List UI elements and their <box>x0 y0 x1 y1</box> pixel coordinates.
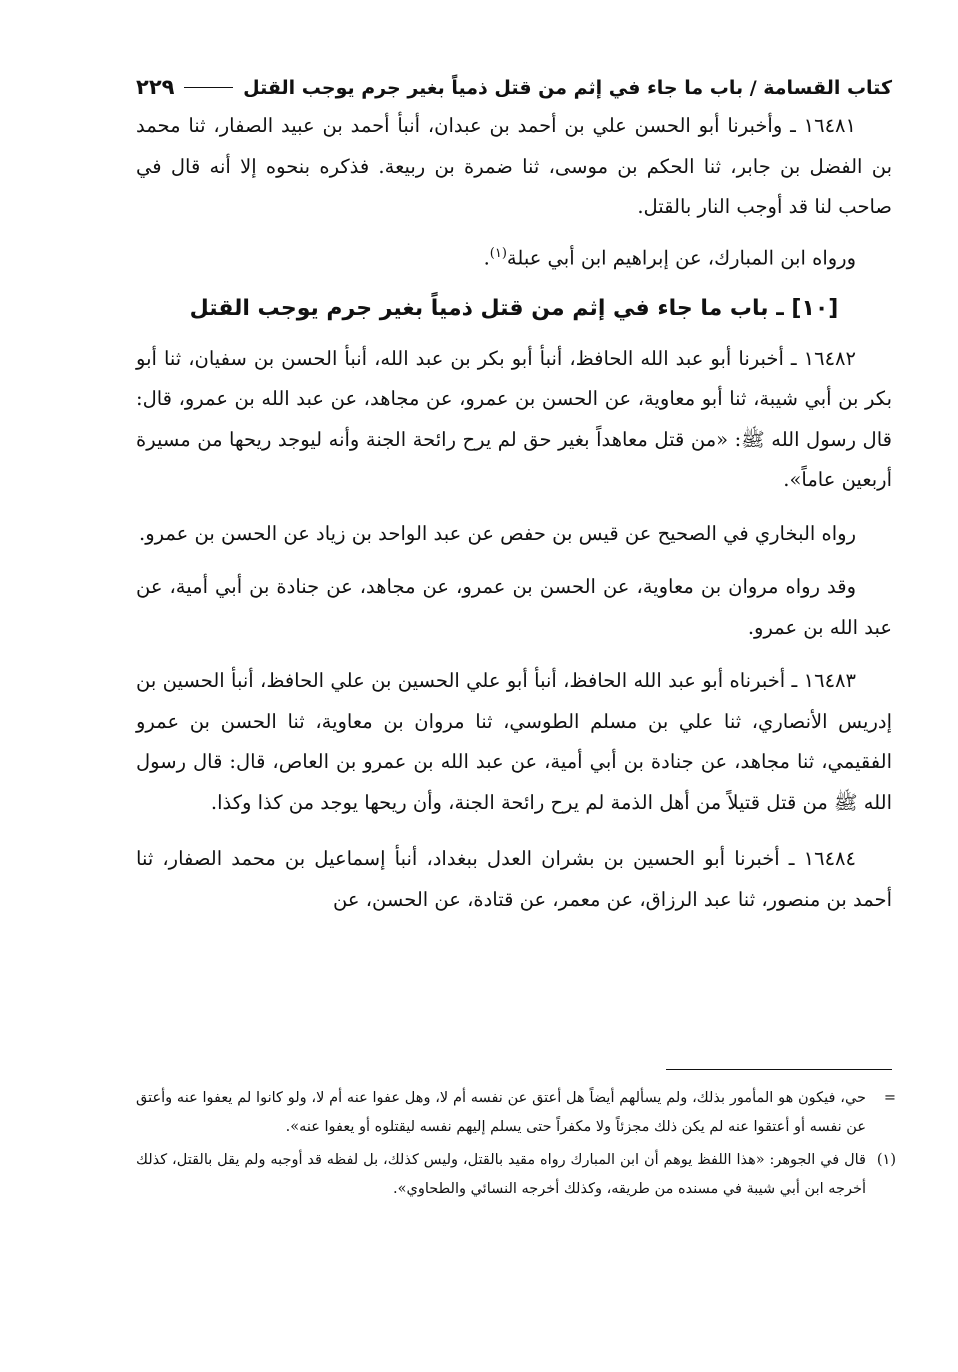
narration-end: . <box>483 246 490 269</box>
hadith-16483: ١٦٤٨٣ ـ أخبرناه أبو عبد الله الحافظ، أنبأ أبو علي الحسين بن علي الحافظ، أنبأ الحسين بن إدريس الأنصاري، ثنا علي بن مسلم الطوسي، ثنا مروان بن معاوية، ثنا الحسن بن عمرو الفقيمي، ثنا مجاهد، عن جنادة بن أبي أمية، عن عبد الله بن عمرو بن العاص، قال: قال رسول الله ﷺ من قتل قتيلاً من أهل الذمة لم يرح رائحة الجنة، وأن ريحها يوجد من كذا وكذا. <box>136 669 892 814</box>
header-rule <box>184 87 233 88</box>
footnotes <box>136 1084 896 1204</box>
marwan-note: وقد رواه مروان بن معاوية، عن الحسن بن عمرو، عن مجاهد، عن جنادة بن أبي أمية، عن عبد الله بن عمرو. <box>136 575 892 639</box>
footnote-ref-1[interactable]: (١) <box>489 245 507 261</box>
bukhari-note: رواه البخاري في الصحيح عن قيس بن حفص عن عبد الواحد بن زياد عن الحسن بن عمرو. <box>139 521 856 545</box>
footnote-continuation-mark: = <box>883 1090 896 1106</box>
footnote-separator <box>666 1069 892 1070</box>
hadith-16482: ١٦٤٨٢ ـ أخبرنا أبو عبد الله الحافظ، أنبأ أبو بكر بن عبد الله، أنبأ الحسن بن سفيان، ثنا أبو بكر بن أبي شيبة، ثنا أبو معاوية، عن الحسن بن عمرو، عن مجاهد، عن عبد الله بن عمرو، قال: قال رسول الله ﷺ: «من قتل معاهداً بغير حق لم يرح رائحة الجنة وأنه ليوجد ريحها من مسيرة أربعين عاماً». <box>136 346 892 491</box>
narration-note <box>136 234 892 279</box>
page-number: ٢٢٩ <box>136 75 175 99</box>
running-title: كتاب القسامة / باب ما جاء في إثم من قتل ذمياً بغير جرم يوجب القتل <box>243 77 892 99</box>
chapter-heading: [١٠] ـ باب ما جاء في إثم من قتل ذمياً بغير جرم يوجب القتل <box>189 295 839 321</box>
footnote-1 <box>136 1146 896 1204</box>
footnote-1-mark: (١) <box>876 1152 896 1168</box>
hadith-16484: ١٦٤٨٤ ـ أخبرنا أبو الحسين بن بشران العدل ببغداد، أنبأ إسماعيل بن محمد الصفار، ثنا أحمد بن منصور، ثنا عبد الرزاق، عن معمر، عن قتادة، عن الحسن، عن <box>136 847 892 911</box>
page <box>136 72 892 920</box>
narration-text: ورواه ابن المبارك، عن إبراهيم ابن أبي عبلة <box>506 246 856 269</box>
footnote-continued-text: حي، فيكون هو المأمور بذلك، ولم يسألهم أيضاً هل أعتق عن نفسه أم لا، وهل عفوا عنه أم لا، ولو كانوا لم يعفوا عنه وأعتق عن نفسه أو أعتقوا عنه لم يكن ذلك مجزئاً ولا مكفراً حتى يسلم إليهم نفسه ليقتلوه أو يعفوا عنه». <box>136 1090 866 1135</box>
footnote-1-text: قال في الجوهر: «هذا اللفظ يوهم أن ابن المبارك رواه مقيد بالقتل، وليس كذلك، بل لفظه قد أوجبه ولم يقل بالقتل، كذلك أخرجه ابن أبي شيبة في مسنده من طريقه، وكذلك أخرجه النسائي والطحاوي». <box>136 1152 866 1197</box>
footnote-continued <box>136 1084 896 1142</box>
running-header <box>136 72 892 106</box>
hadith-16481: ١٦٤٨١ ـ وأخبرنا أبو الحسن علي بن أحمد بن عبدان، أنبأ أحمد بن عبيد الصفار، ثنا محمد بن الفضل بن جابر، ثنا الحكم بن موسى، ثنا ضمرة بن ربيعة. فذكره بنحوه إلا أنه قال في صاحب لنا قد أوجب النار بالقتل. <box>136 114 892 218</box>
